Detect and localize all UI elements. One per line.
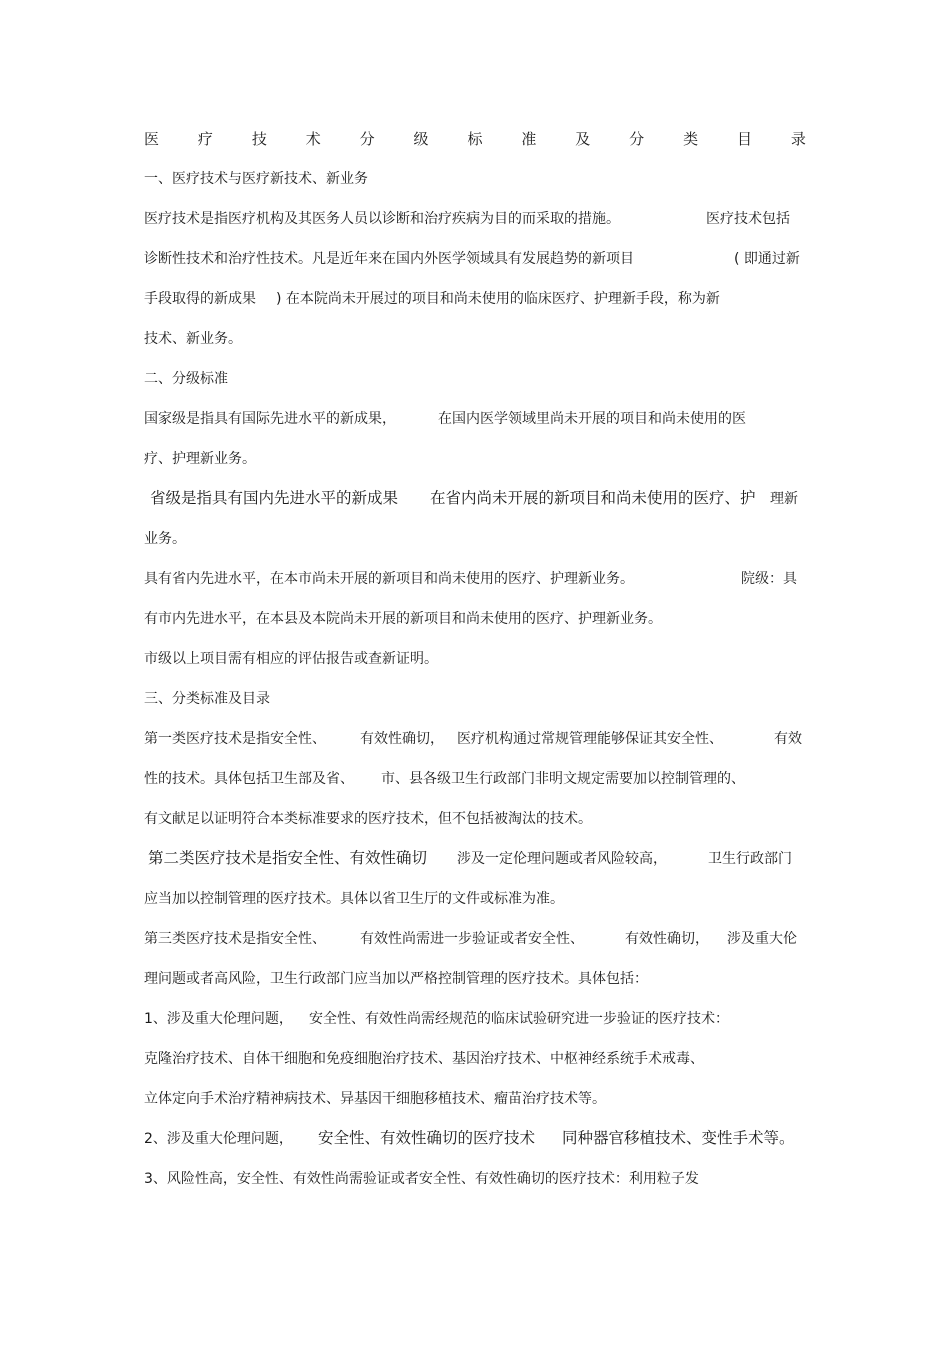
paragraph-3-line-1: 省级是指具有国内先进水平的新成果 (150, 489, 399, 507)
paragraph-4-line-2: 有市内先进水平，在本县及本院尚未开展的新项目和尚未使用的医疗、护理新业务。 (144, 611, 662, 627)
title-char: 术 (305, 130, 321, 148)
paragraph-2-line-2: 疗、护理新业务。 (144, 451, 256, 467)
document-title (144, 128, 806, 150)
paragraph-3-line-1-mid: 在省内尚未开展的新项目和尚未使用的医疗、护 (430, 489, 756, 507)
paragraph-1-line-3-tail: ) 在本院尚未开展过的项目和尚未使用的临床医疗、护理新手段，称为新 (276, 291, 720, 307)
title-char: 标 (467, 130, 483, 148)
list-item-2-mid: 安全性、有效性确切的医疗技术 (318, 1129, 536, 1147)
paragraph-1-line-2: 诊断性技术和治疗性技术。凡是近年来在国内外医学领域具有发展趋势的新项目 (144, 251, 634, 267)
paragraph-4-line-1: 具有省内先进水平，在本市尚未开展的新项目和尚未使用的医疗、护理新业务。 (144, 571, 634, 587)
paragraph-6-line-1-seg-3: 医疗机构通过常规管理能够保证其安全性、 (457, 731, 723, 747)
section-2-heading: 二、分级标准 (144, 371, 228, 387)
paragraph-7-line-1-tail: 卫生行政部门 (708, 851, 792, 867)
paragraph-1-line-2-tail: ( 即通过新 (734, 251, 800, 267)
paragraph-6-line-3: 有文献足以证明符合本类标准要求的医疗技术，但不包括被淘汰的技术。 (144, 811, 592, 827)
list-item-1-line-3: 立体定向手术治疗精神病技术、异基因干细胞移植技术、瘤苗治疗技术等。 (144, 1091, 606, 1107)
paragraph-2-line-1: 国家级是指具有国际先进水平的新成果， (144, 411, 396, 427)
section-3-heading: 三、分类标准及目录 (144, 691, 270, 707)
title-char: 准 (521, 130, 537, 148)
paragraph-7-line-1-mid: 涉及一定伦理问题或者风险较高， (457, 851, 667, 867)
paragraph-8-line-1-seg-3: 有效性确切， (625, 931, 709, 947)
paragraph-8-line-1-seg-2: 有效性尚需进一步验证或者安全性、 (360, 931, 584, 947)
list-item-2-tail: 同种器官移植技术、变性手术等。 (562, 1129, 795, 1147)
paragraph-2-line-1-tail: 在国内医学领域里尚未开展的项目和尚未使用的医 (438, 411, 746, 427)
paragraph-4-line-1-tail: 院级：具 (741, 571, 797, 587)
paragraph-7-line-2: 应当加以控制管理的医疗技术。具体以省卫生厅的文件或标准为准。 (144, 891, 564, 907)
paragraph-1-line-3: 手段取得的新成果 (144, 291, 256, 307)
list-item-1-line-1-tail: 安全性、有效性尚需经规范的临床试验研究进一步验证的医疗技术： (309, 1011, 729, 1027)
title-char: 及 (575, 130, 591, 148)
title-char: 分 (359, 130, 375, 148)
title-char: 级 (413, 130, 429, 148)
paragraph-6-line-2-tail: 市、县各级卫生行政部门非明文规定需要加以控制管理的、 (381, 771, 745, 787)
paragraph-3-line-1-tail: 理新 (770, 491, 798, 507)
title-char: 目 (736, 130, 752, 148)
paragraph-7-line-1: 第二类医疗技术是指安全性、有效性确切 (148, 849, 428, 867)
title-char: 技 (251, 130, 267, 148)
paragraph-1-line-1-tail: 医疗技术包括 (706, 211, 790, 227)
paragraph-1-line-1: 医疗技术是指医疗机构及其医务人员以诊断和治疗疾病为目的而采取的措施。 (144, 211, 620, 227)
title-char: 分 (629, 130, 645, 148)
list-item-3: 3、风险性高，安全性、有效性尚需验证或者安全性、有效性确切的医疗技术：利用粒子发 (144, 1171, 699, 1187)
title-char: 类 (683, 130, 699, 148)
paragraph-6-line-1-seg-2: 有效性确切， (360, 731, 444, 747)
paragraph-6-line-1: 第一类医疗技术是指安全性、 (144, 731, 326, 747)
paragraph-6-line-2: 性的技术。具体包括卫生部及省、 (144, 771, 354, 787)
paragraph-8-line-2: 理问题或者高风险，卫生行政部门应当加以严格控制管理的医疗技术。具体包括： (144, 971, 648, 987)
section-1-heading: 一、医疗技术与医疗新技术、新业务 (144, 171, 368, 187)
paragraph-3-line-2: 业务。 (144, 531, 186, 547)
paragraph-6-line-1-tail: 有效 (774, 731, 802, 747)
title-char: 疗 (197, 130, 213, 148)
paragraph-8-line-1-tail: 涉及重大伦 (727, 931, 797, 947)
title-char: 医 (144, 130, 160, 148)
list-item-1-line-1: 1、涉及重大伦理问题， (144, 1011, 293, 1027)
paragraph-8-line-1: 第三类医疗技术是指安全性、 (144, 931, 326, 947)
title-char: 录 (790, 130, 806, 148)
list-item-2: 2、涉及重大伦理问题， (144, 1131, 293, 1147)
paragraph-5: 市级以上项目需有相应的评估报告或查新证明。 (144, 651, 438, 667)
paragraph-1-line-4: 技术、新业务。 (144, 331, 242, 347)
list-item-1-line-2: 克隆治疗技术、自体干细胞和免疫细胞治疗技术、基因治疗技术、中枢神经系统手术戒毒、 (144, 1051, 704, 1067)
